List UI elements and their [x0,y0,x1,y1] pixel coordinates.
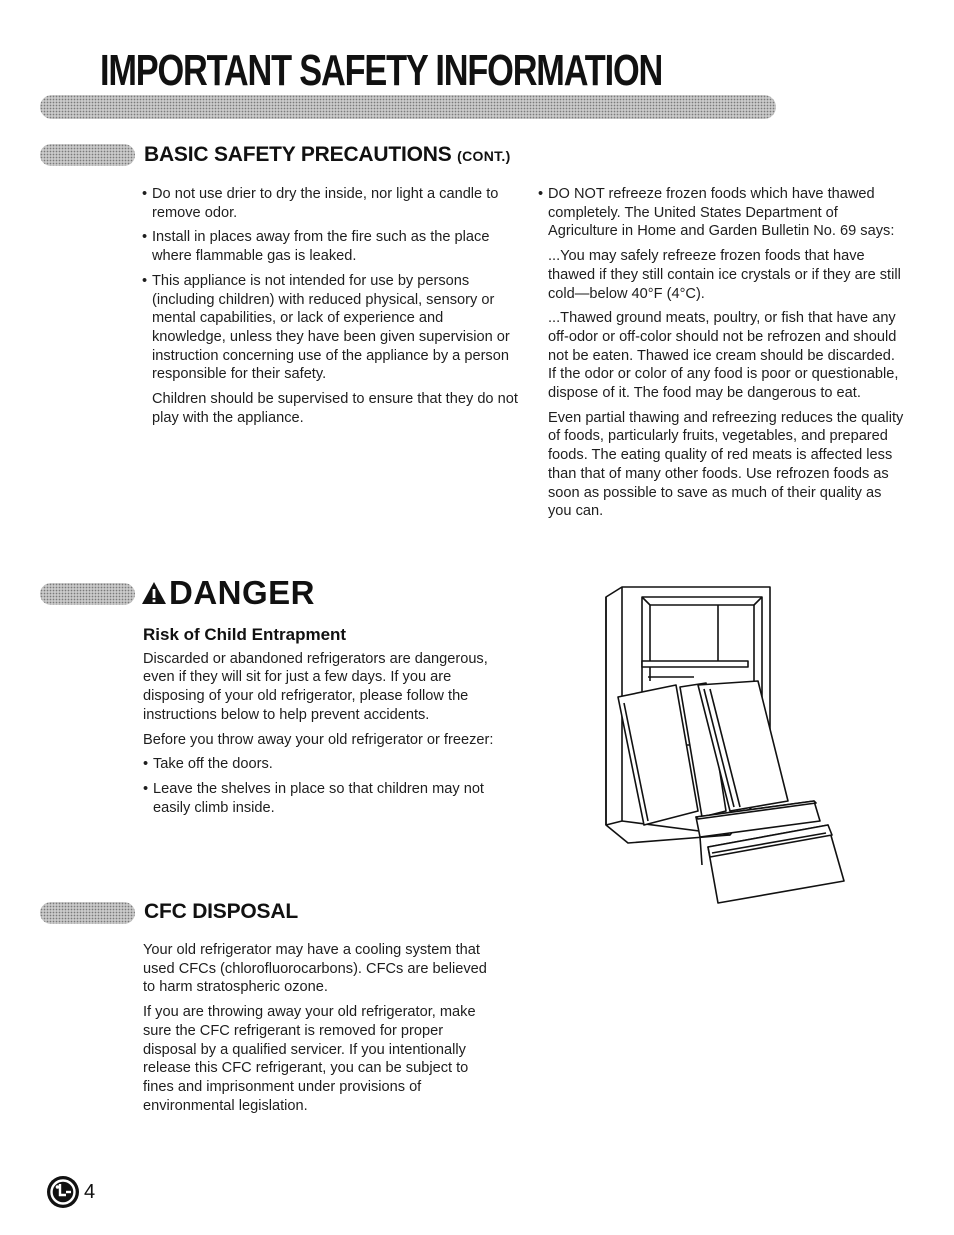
danger-bullet-shelves: • Leave the shelves in place so that children may not easily climb inside. [143,780,513,817]
lg-logo-icon [46,1175,80,1209]
basic-safety-heading [144,143,511,167]
title-divider-bar [40,95,776,119]
section-marker-bar [40,144,135,166]
page-footer [46,1175,95,1209]
danger-heading [141,574,315,612]
refreeze-para-thawed-meats: ...Thawed ground meats, poultry, or fish that have any off-odor or off-color should not be refrozen and should not be eaten. Thawed ice cream should be discarded. If the odor or color of any food is poor or questionable, dispose of it. The food may be dangerous to eat. [548,310,899,402]
basic-safety-heading-text: BASIC SAFETY PRECAUTIONS [144,143,452,166]
danger-content [143,626,513,823]
basic-bullet-install: • Install in places away from the fire such as the place where flammable gas is leaked. [142,228,520,265]
warning-triangle-icon [141,581,167,605]
basic-bullet-capabilities: • This appliance is not intended for use by persons (including children) with reduced physical, sensory or mental capabilities, or lack of experience and knowledge, unless they have been given supervision or instruction concerning use of the appliance by a person responsible for their safety. [142,272,520,384]
basic-safety-heading-suffix: (CONT.) [457,148,511,164]
section-marker-bar [40,583,135,605]
child-entrapment-subheading: Risk of Child Entrapment [143,625,347,644]
cfc-para-cooling-system: Your old refrigerator may have a cooling system that used CFCs (chlorofluorocarbons). CFCs are believed to harm stratospheric ozone. [143,942,487,996]
danger-para-discarded: Discarded or abandoned refrigerators are dangerous, even if they will sit for just a few days. If you are disposing of your old refrigerator, please follow the instructions below to help prevent accidents. [143,650,488,723]
basic-safety-left-column [142,185,520,433]
basic-safety-right-column [538,185,904,527]
page-title: IMPORTANT SAFETY INFORMATION [100,46,663,95]
basic-bullet-drier: • Do not use drier to dry the inside, nor light a candle to remove odor. [142,185,520,222]
refreeze-para-ice-crystals: ...You may safely refreeze frozen foods that have thawed if they still contain ice crystals or if they are still cold—below 40°F (4°C). [548,248,901,302]
cfc-disposal-heading: CFC DISPOSAL [144,900,298,923]
page-number: 4 [84,1180,96,1203]
danger-para-before-throw: Before you throw away your old refrigerator or freezer: [143,731,494,748]
cfc-content [143,941,498,1121]
basic-para-children: Children should be supervised to ensure that they do not play with the appliance. [152,391,518,426]
danger-bullet-doors: • Take off the doors. [143,755,513,774]
refreeze-para-quality: Even partial thawing and refreezing reduces the quality of foods, particularly fruits, vegetables, and prepared foods. The eating quality of red meats is affected less than that of many other foods. Use refrozen foods as soon as possible to save as much of their quality as you can. [548,409,904,520]
danger-heading-text: DANGER [169,574,316,611]
refrigerator-doors-removed-illustration [598,585,850,907]
section-marker-bar [40,902,135,924]
basic-bullet-refreeze: • DO NOT refreeze frozen foods which have thawed completely. The United States Department of Agriculture in Home and Garden Bulletin No. 69 says: [538,185,904,241]
cfc-para-disposal: If you are throwing away your old refrigerator, make sure the CFC refrigerant is removed for proper disposal by a qualified servicer. If you intentionally release this CFC refrigerant, you can be subject to fines and imprisonment under provisions of environmental legislation. [143,1004,476,1114]
